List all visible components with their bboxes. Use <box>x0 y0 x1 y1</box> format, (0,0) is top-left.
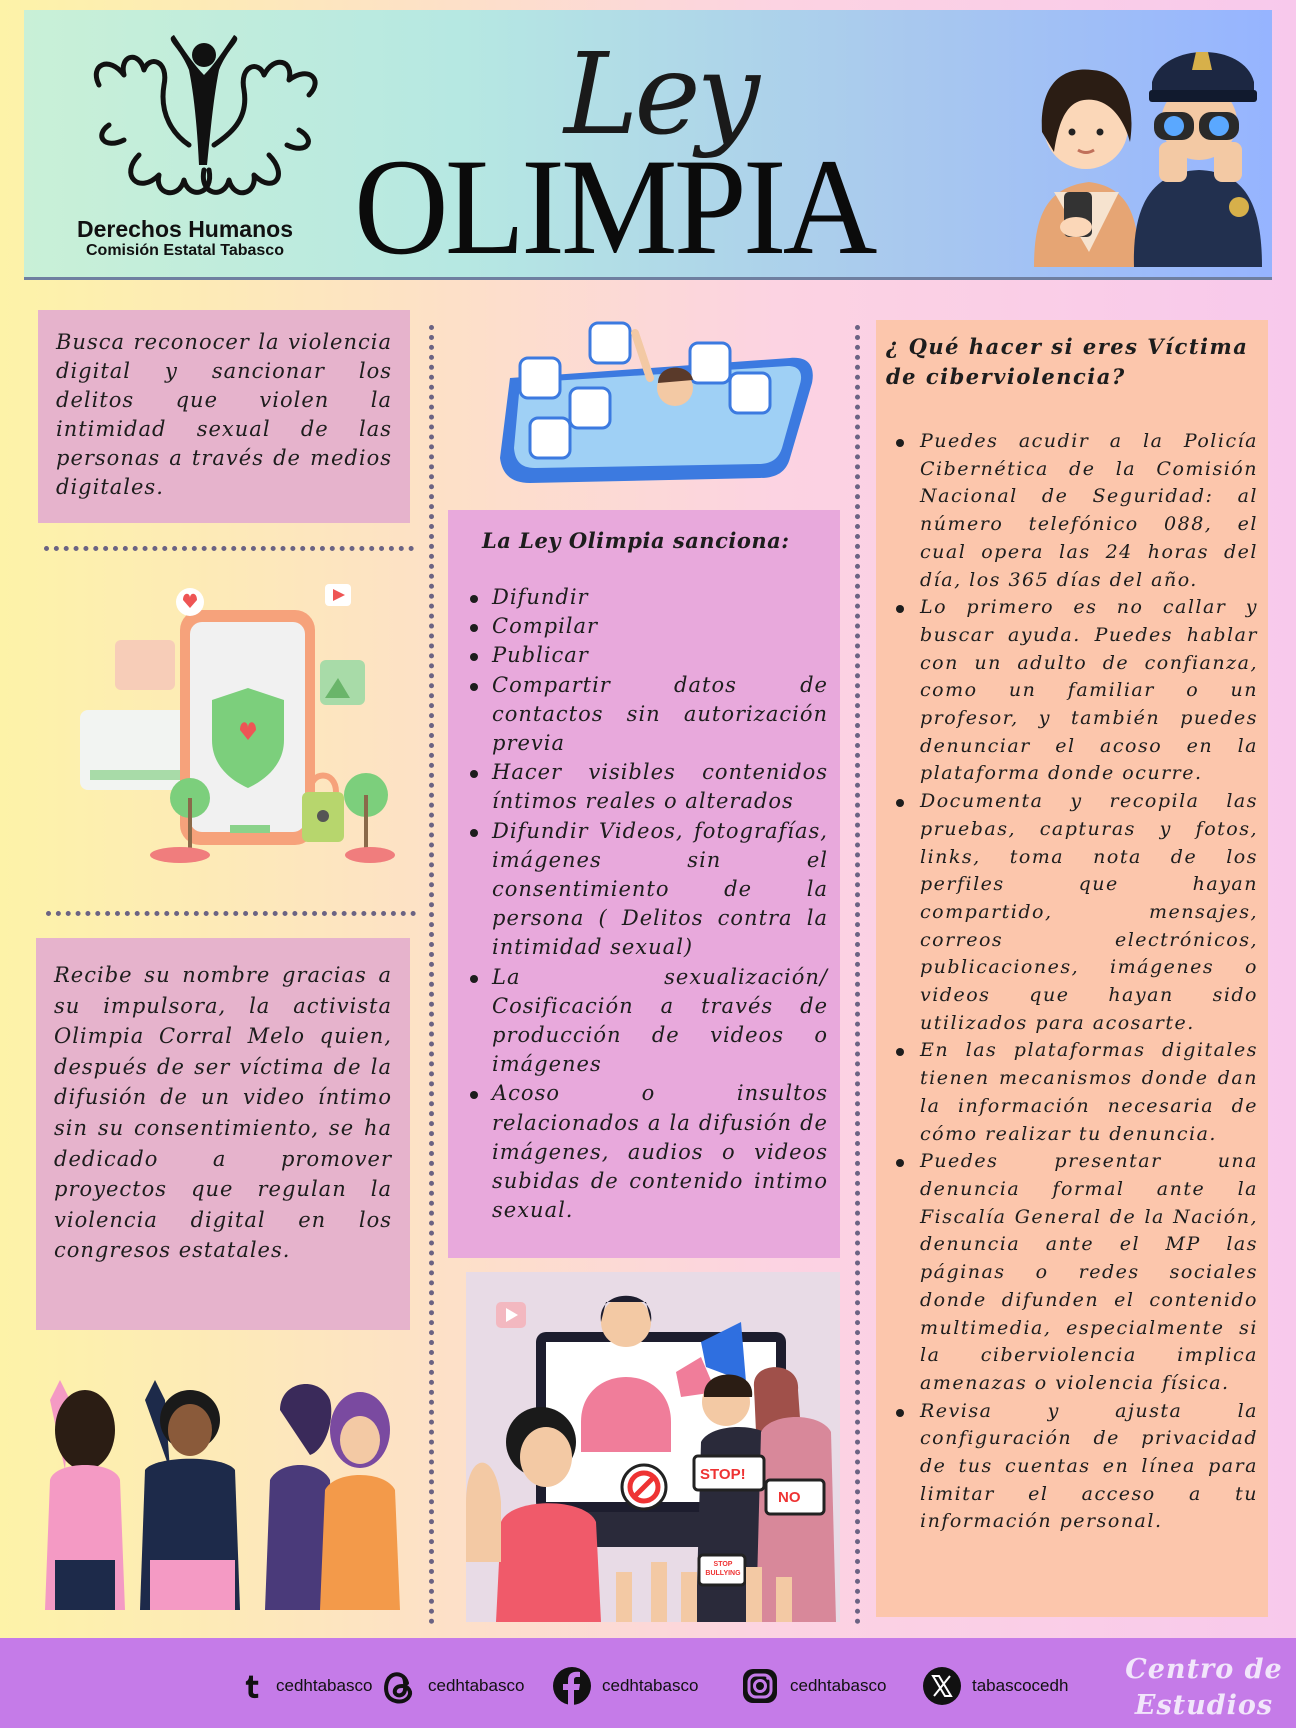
list-item: La sexualización/ Cosificación a través de producción de videos o imágenes <box>462 963 828 1080</box>
origin-text-box: Recibe su nombre gracias a su impulsora, la activista Olimpia Corral Melo quien, después de ser víctima de la difusión de un video íntimo sin su consentimiento, se ha dedicado a promover proyectos que regulan la violencia digital en los congresos estatales. <box>36 938 410 1330</box>
footer-social-bar <box>0 1638 1296 1728</box>
anti-bullying-illustration <box>466 1272 840 1622</box>
stop-sign-text: STOP! <box>700 1466 746 1483</box>
sanctions-box <box>448 510 840 1258</box>
header-banner <box>24 10 1272 283</box>
tumblr-icon <box>240 1666 266 1706</box>
list-item: Difundir Videos, fotografías, imágenes sin el consentimiento de la persona ( Delitos contra la intimidad sexual) <box>462 817 828 963</box>
list-item: Publicar <box>462 641 828 670</box>
list-item: Difundir <box>462 583 828 612</box>
tumblr-link[interactable] <box>240 1666 372 1706</box>
women-activists-illustration <box>30 1360 410 1610</box>
list-item: Compilar <box>462 612 828 641</box>
instagram-link[interactable] <box>740 1666 886 1706</box>
list-item: Acoso o insultos relacionados a la difusión de imágenes, audios o videos subidas de contenido intimo sexual. <box>462 1079 828 1225</box>
title-script: Ley <box>564 30 756 160</box>
x-handle: tabascocedh <box>972 1676 1069 1695</box>
list-item: Lo primero es no callar y buscar ayuda. Puedes hablar con un adulto de confianza, como un familiar o un profesor, y también puedes denunciar el acoso en la plataforma donde ocurre. <box>886 594 1258 788</box>
list-item: En las plataformas digitales tienen mecanismos donde dan la información necesaria de cómo realizar tu denuncia. <box>886 1037 1258 1148</box>
list-item: Compartir datos de contactos sin autorización previa <box>462 671 828 759</box>
list-item: Puedes acudir a la Policía Cibernética de la Comisión Nacional de Seguridad: al número telefónico 088, el cual opera las 24 horas del día, los 365 días del año. <box>886 428 1258 594</box>
guidance-list <box>886 428 1258 1536</box>
org-name: Derechos Humanos <box>76 216 293 242</box>
instagram-handle: cedhtabasco <box>790 1676 887 1695</box>
brand-signature: Centro de Estudios <box>1125 1654 1283 1721</box>
instagram-icon <box>740 1666 780 1706</box>
list-item: Hacer visibles contenidos íntimos reales o alterados <box>462 758 828 816</box>
x-icon <box>922 1666 962 1706</box>
x-link[interactable] <box>922 1666 1068 1706</box>
threads-link[interactable] <box>378 1666 524 1706</box>
sanctions-title: La Ley Olimpia sanciona: <box>482 528 790 553</box>
list-item: Puedes presentar una denuncia formal ante la Fiscalía General de la Nación, denuncia ante el MP las páginas o redes sociales donde difunden el contenido multimedia, especialmente si la ciberviolencia implica amenazas o violencia física. <box>886 1148 1258 1397</box>
tumblr-handle: cedhtabasco <box>276 1676 373 1695</box>
org-subtitle: Comisión Estatal Tabasco <box>86 242 284 259</box>
facebook-link[interactable] <box>552 1666 698 1706</box>
facebook-handle: cedhtabasco <box>602 1676 699 1695</box>
dotted-divider <box>46 911 416 916</box>
police-surveillance-illustration <box>1014 22 1264 267</box>
facebook-icon <box>552 1666 592 1706</box>
stop-bullying-sign-text: STOP BULLYING <box>705 1561 741 1577</box>
dotted-divider <box>855 325 860 1625</box>
dotted-divider <box>44 546 414 551</box>
intro-text-box: Busca reconocer la violencia digital y sancionar los delitos que violen la intimidad sexual de las personas a través de medios digitales. <box>38 310 410 523</box>
no-sign-text: NO <box>778 1489 801 1506</box>
list-item: Revisa y ajusta la configuración de privacidad de tus cuentas en línea para limitar el acceso a tu información personal. <box>886 1398 1258 1537</box>
victim-guidance-box <box>876 320 1268 1617</box>
secure-phone-illustration <box>70 580 400 870</box>
list-item: Documenta y recopila las pruebas, capturas y fotos, links, toma nota de los perfiles que hayan compartido, mensajes, correos electrónicos, publicaciones, imágenes o videos que hayan sido utilizados para acosarte. <box>886 788 1258 1037</box>
threads-handle: cedhtabasco <box>428 1676 525 1695</box>
sanctions-list <box>462 583 828 1225</box>
page-title: OLIMPIA <box>354 130 874 283</box>
guidance-title: ¿ Qué hacer si eres Víctima de ciberviolencia? <box>886 334 1249 389</box>
human-rights-logo-icon <box>79 25 329 215</box>
drowning-in-phone-illustration <box>490 318 820 488</box>
dotted-divider <box>429 325 434 1625</box>
threads-icon <box>378 1666 418 1706</box>
